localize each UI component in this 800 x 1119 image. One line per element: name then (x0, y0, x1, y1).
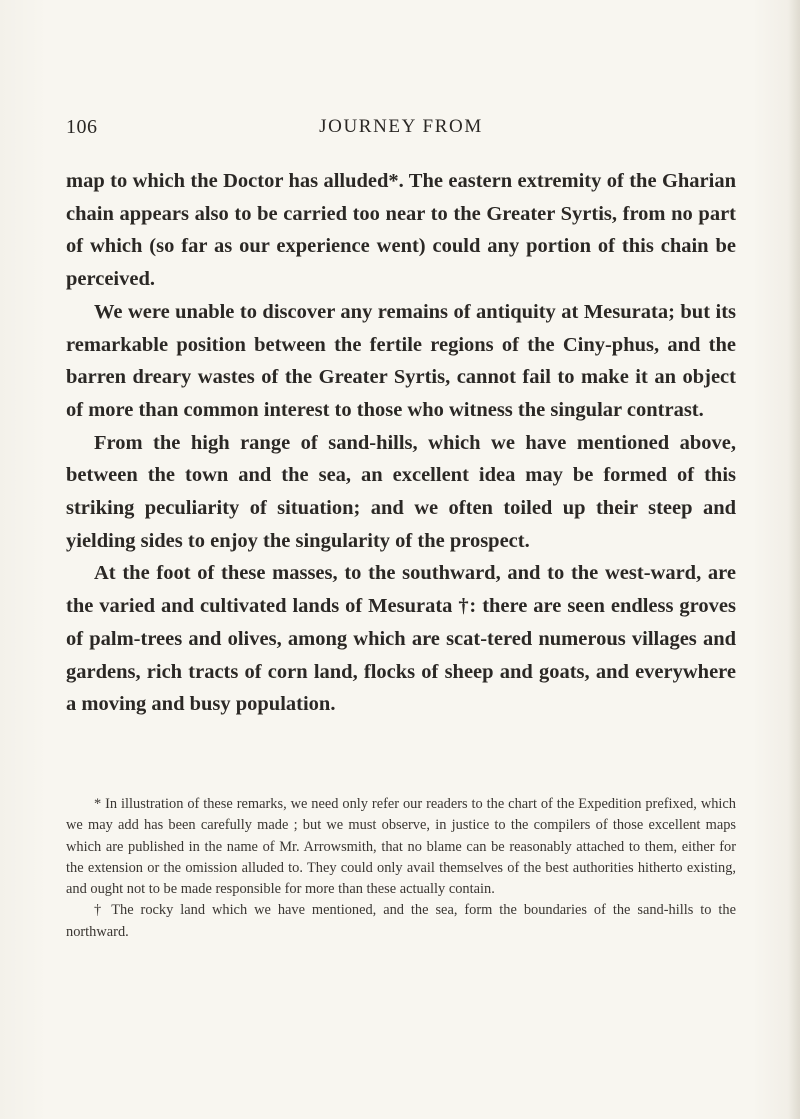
footnote-dagger: † The rocky land which we have mentioned, and the sea, form the boundaries of the sand-hills to the northward. (66, 902, 736, 940)
paragraph-cultivated-lands: At the foot of these masses, to the southward, and to the west-ward, are the varied and cultivated lands of Mesurata †: there are seen endless groves of palm-trees and olives, among which are scat-tered numerous villages and gardens, rich tracts of corn land, flocks of sheep and goats, and everywhere a moving and busy population. (66, 562, 736, 716)
running-title: JOURNEY FROM (319, 116, 483, 137)
running-head (66, 116, 736, 146)
body-text (66, 165, 736, 721)
paragraph-mesurata-antiquity: We were unable to discover any remains of antiquity at Mesurata; but its remarkable position between the fertile regions of the Ciny-phus, and the barren dreary wastes of the Greater Syrtis, cannot fail to make it an object of more than common interest to those who witness the singular contrast. (66, 300, 736, 421)
paragraph-continuation: map to which the Doctor has alluded*. The eastern extremity of the Gharian chain appears also to be carried too near to the Greater Syrtis, from no part of which (so far as our experience went) could any portion of this chain be perceived. (66, 170, 736, 291)
page-edge-shadow (788, 0, 800, 1119)
page-number: 106 (66, 116, 98, 138)
paragraph-sand-hills: From the high range of sand-hills, which we have mentioned above, between the town and the sea, an excellent idea may be formed of this striking peculiarity of situation; and we often toiled up their steep and yielding sides to enjoy the singularity of the prospect. (66, 431, 736, 552)
footnote-asterisk: * In illustration of these remarks, we need only refer our readers to the chart of the Expedition prefixed, which we may add has been carefully made ; but we must observe, in justice to the compilers of those excellent maps which are published in the name of Mr. Arrowsmith, that no blame can be reasonably attached to them, either for the extension or the omission alluded to. They could only avail themselves of the best authorities hitherto existing, and ought not to be made responsible for more than these actually contain. (66, 796, 736, 898)
footnotes (66, 794, 736, 943)
